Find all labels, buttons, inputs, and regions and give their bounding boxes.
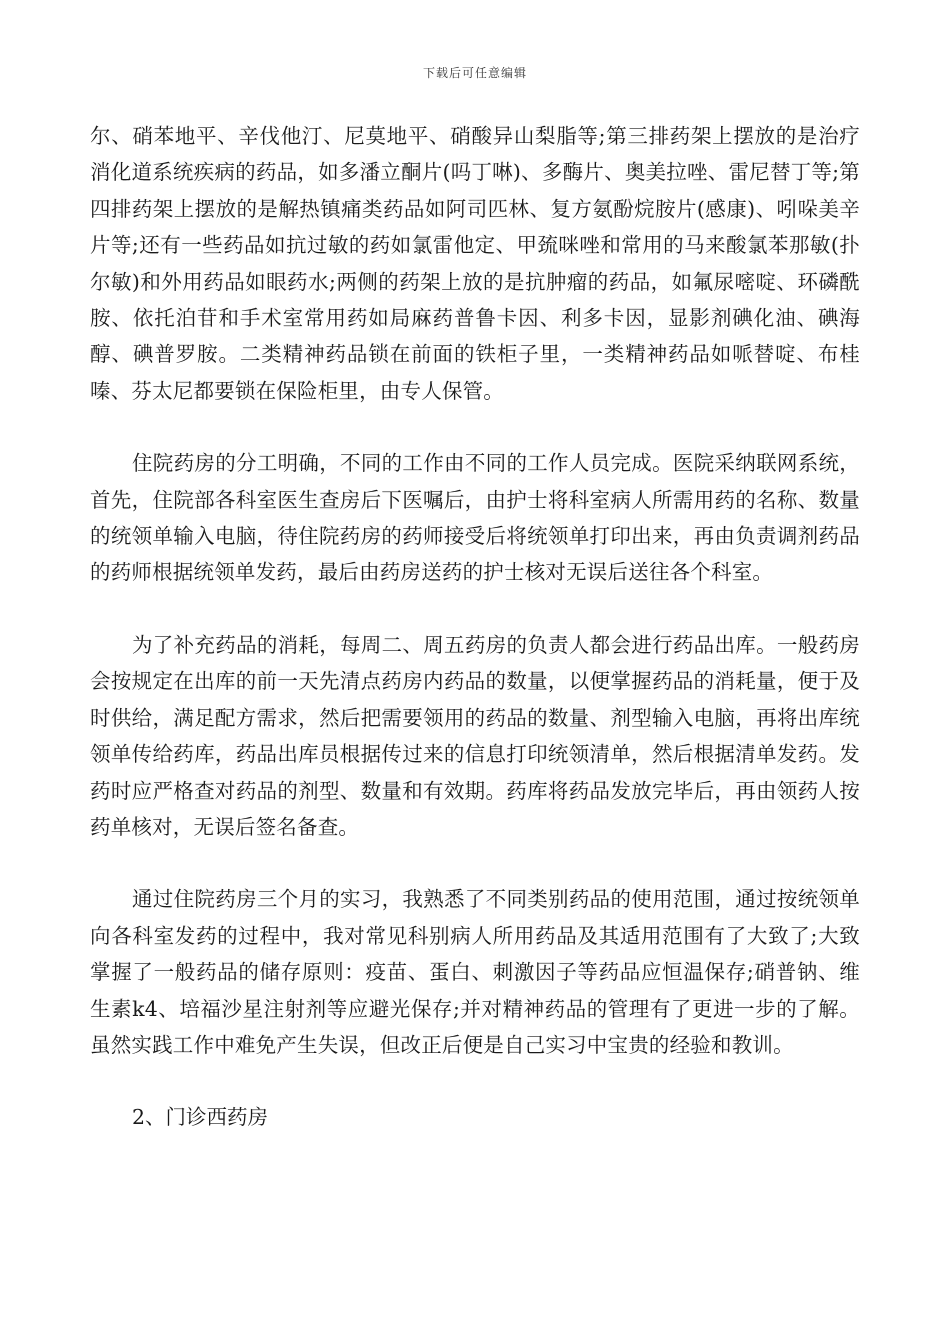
- paragraph-gap: [90, 845, 860, 881]
- paragraph-internship-summary: 通过住院药房三个月的实习，我熟悉了不同类别药品的使用范围，通过按统领单向各科室发药的过程中，我对常见科别病人所用药品及其适用范围有了大致了;大致掌握了一般药品的储存原则：疫苗、蛋白、刺激因子等药品应恒温保存;硝普钠、维生素k4、培福沙星注射剂等应避光保存;并对精神药品的管理有了更进一步的了解。虽然实践工作中难免产生失误，但改正后便是自己实习中宝贵的经验和教训。: [90, 887, 860, 1057]
- document-body: [90, 118, 860, 1136]
- section-heading-outpatient-pharmacy: 2、门诊西药房: [132, 1105, 269, 1130]
- paragraph-drug-shelves: 尔、硝苯地平、辛伐他汀、尼莫地平、硝酸异山梨脂等;第三排药架上摆放的是治疗消化道系统疾病的药品，如多潘立酮片(吗丁啉)、多酶片、奥美拉唑、雷尼替丁等;第四排药架上摆放的是解热镇痛类药品如阿司匹林、复方氨酚烷胺片(感康)、吲哚美辛片等;还有一些药品如抗过敏的药如氯雷他定、甲巯咪唑和常用的马来酸氯苯那敏(扑尔敏)和外用药品如眼药水;两侧的药架上放的是抗肿瘤的药品，如氟尿嘧啶、环磷酰胺、依托泊苷和手术室常用药如局麻药普鲁卡因、利多卡因，显影剂碘化油、碘海醇、碘普罗胺。二类精神药品锁在前面的铁柜子里，一类精神药品如哌替啶、布桂嗪、芬太尼都要锁在保险柜里，由专人保管。: [90, 124, 860, 403]
- paragraph-inpatient-pharmacy-workflow: 住院药房的分工明确，不同的工作由不同的工作人员完成。医院采纳联网系统，首先，住院部各科室医生查房后下医嘱后，由护士将科室病人所需用药的名称、数量的统领单输入电脑，待住院药房的药师接受后将统领单打印出来，再由负责调剂药品的药师根据统领单发药，最后由药房送药的护士核对无误后送往各个科室。: [90, 451, 860, 585]
- paragraph-drug-outbound: 为了补充药品的消耗，每周二、周五药房的负责人都会进行药品出库。一般药房会按规定在出库的前一天先清点药房内药品的数量，以便掌握药品的消耗量，便于及时供给，满足配方需求，然后把需要领用的药品的数量、剂型输入电脑，再将出库统领单传给药库，药品出库员根据传过来的信息打印统领清单，然后根据清单发药。发药时应严格查对药品的剂型、数量和有效期。药库将药品发放完毕后，再由领药人按药单核对，无误后签名备查。: [90, 632, 860, 839]
- paragraph-gap: [90, 1063, 860, 1099]
- page-header-note: 下载后可任意编辑: [422, 66, 527, 80]
- paragraph-gap: [90, 409, 860, 445]
- paragraph-gap: [90, 591, 860, 627]
